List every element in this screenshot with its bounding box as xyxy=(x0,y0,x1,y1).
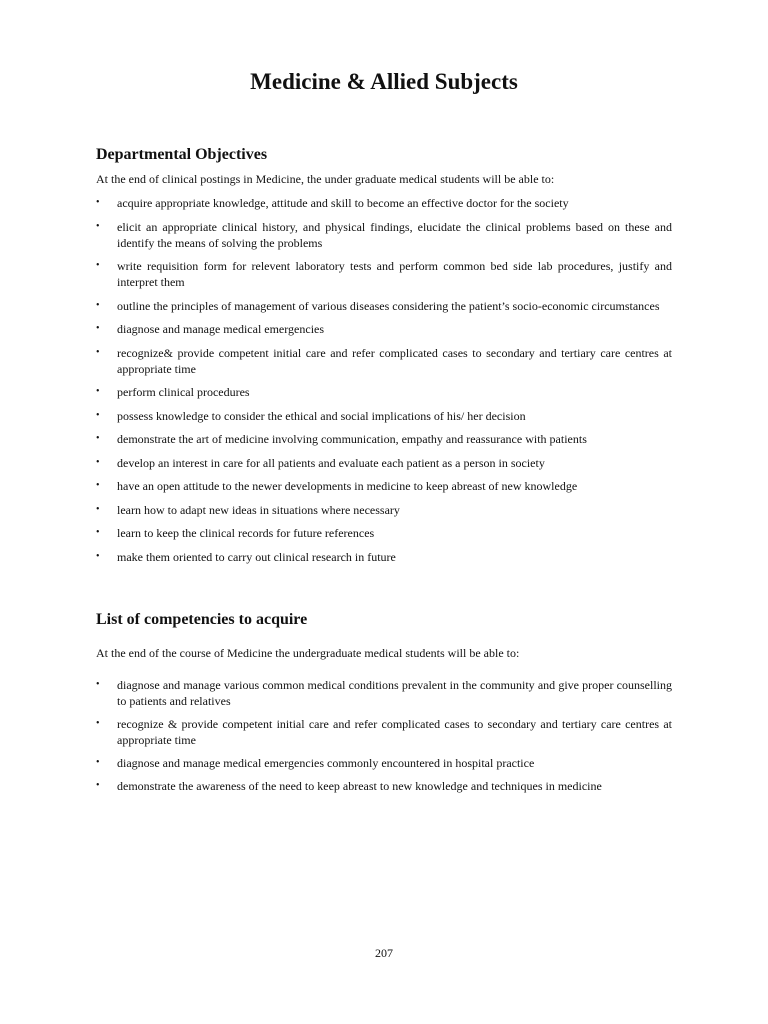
bullet-icon: • xyxy=(96,346,100,358)
objective-text: learn to keep the clinical records for future references xyxy=(117,526,375,540)
competency-list-item xyxy=(96,677,672,709)
competency-list-item xyxy=(96,778,672,794)
bullet-icon: • xyxy=(96,679,100,690)
objective-text: recognize& provide competent initial care and refer complicated cases to secondary and tertiary care centres at appropriate time xyxy=(117,345,672,376)
objective-list-item xyxy=(96,549,672,565)
competency-text: recognize & provide competent initial care and refer complicated cases to secondary and tertiary care centres at appropriate time xyxy=(117,717,672,747)
objective-list-item xyxy=(96,345,672,377)
bullet-icon: • xyxy=(96,260,100,271)
objective-text: acquire appropriate knowledge, attitude and skill to become an effective doctor for the society xyxy=(117,196,569,210)
bullet-icon: • xyxy=(96,409,100,421)
objective-text: diagnose and manage medical emergencies xyxy=(117,322,325,336)
bullet-icon: • xyxy=(96,550,100,562)
bullet-icon: • xyxy=(96,386,100,397)
objectives-bullet-list xyxy=(96,195,672,572)
objective-list-item xyxy=(96,321,672,337)
section-heading-departmental-objectives: Departmental Objectives xyxy=(96,146,268,163)
objective-text: elicit an appropriate clinical history, and physical findings, elucidate the clinical problems based on these and identify the means of solving the problems xyxy=(117,219,672,250)
objective-text: demonstrate the art of medicine involving communication, empathy and reassurance with patients xyxy=(117,432,587,446)
page-number: 207 xyxy=(375,946,393,960)
objective-list-item xyxy=(96,258,672,290)
objective-list-item xyxy=(96,455,672,471)
section-heading-competencies: List of competencies to acquire xyxy=(96,611,308,628)
objective-text: develop an interest in care for all patients and evaluate each patient as a person in society xyxy=(117,455,545,470)
objective-text: have an open attitude to the newer developments in medicine to keep abreast of new knowledge xyxy=(117,479,578,493)
section-intro-competencies: At the end of the course of Medicine the undergraduate medical students will be able to: xyxy=(96,646,520,660)
bullet-icon: • xyxy=(96,757,100,768)
objective-text: learn how to adapt new ideas in situations where necessary xyxy=(117,502,400,517)
objective-list-item xyxy=(96,408,672,424)
bullet-icon: • xyxy=(96,220,100,232)
bullet-icon: • xyxy=(96,197,100,208)
competencies-bullet-list xyxy=(96,677,672,801)
objective-list-item xyxy=(96,298,672,314)
objective-list-item xyxy=(96,384,672,400)
objective-text: write requisition form for relevent laboratory tests and perform common bed side lab procedures, justify and interpret them xyxy=(117,259,672,289)
competency-list-item xyxy=(96,755,672,771)
objective-text: possess knowledge to consider the ethical and social implications of his/ her decision xyxy=(117,408,526,423)
objective-list-item xyxy=(96,431,672,447)
competency-list-item xyxy=(96,716,672,748)
bullet-icon: • xyxy=(96,299,100,311)
bullet-icon: • xyxy=(96,503,100,515)
objective-list-item xyxy=(96,219,672,251)
bullet-icon: • xyxy=(96,323,100,334)
bullet-icon: • xyxy=(96,480,100,491)
competency-text: diagnose and manage various common medical conditions prevalent in the community and give proper counselling to patients and relatives xyxy=(117,678,672,708)
bullet-icon: • xyxy=(96,780,100,791)
objective-list-item xyxy=(96,478,672,494)
bullet-icon: • xyxy=(96,456,100,468)
bullet-icon: • xyxy=(96,718,100,729)
objective-list-item xyxy=(96,525,672,541)
section-intro-departmental-objectives: At the end of clinical postings in Medicine, the under graduate medical students will be able to: xyxy=(96,172,555,186)
document-title: Medicine & Allied Subjects xyxy=(250,69,518,94)
bullet-icon: • xyxy=(96,433,100,444)
objective-text: outline the principles of management of various diseases considering the patient’s socio-economic circumstances xyxy=(117,298,660,313)
objective-list-item xyxy=(96,502,672,518)
objective-list-item xyxy=(96,195,672,211)
bullet-icon: • xyxy=(96,527,100,538)
competency-text: diagnose and manage medical emergencies commonly encountered in hospital practice xyxy=(117,756,535,770)
objective-text: perform clinical procedures xyxy=(117,385,250,399)
competency-text: demonstrate the awareness of the need to keep abreast to new knowledge and techniques in medicine xyxy=(117,779,602,793)
objective-text: make them oriented to carry out clinical research in future xyxy=(117,549,396,564)
